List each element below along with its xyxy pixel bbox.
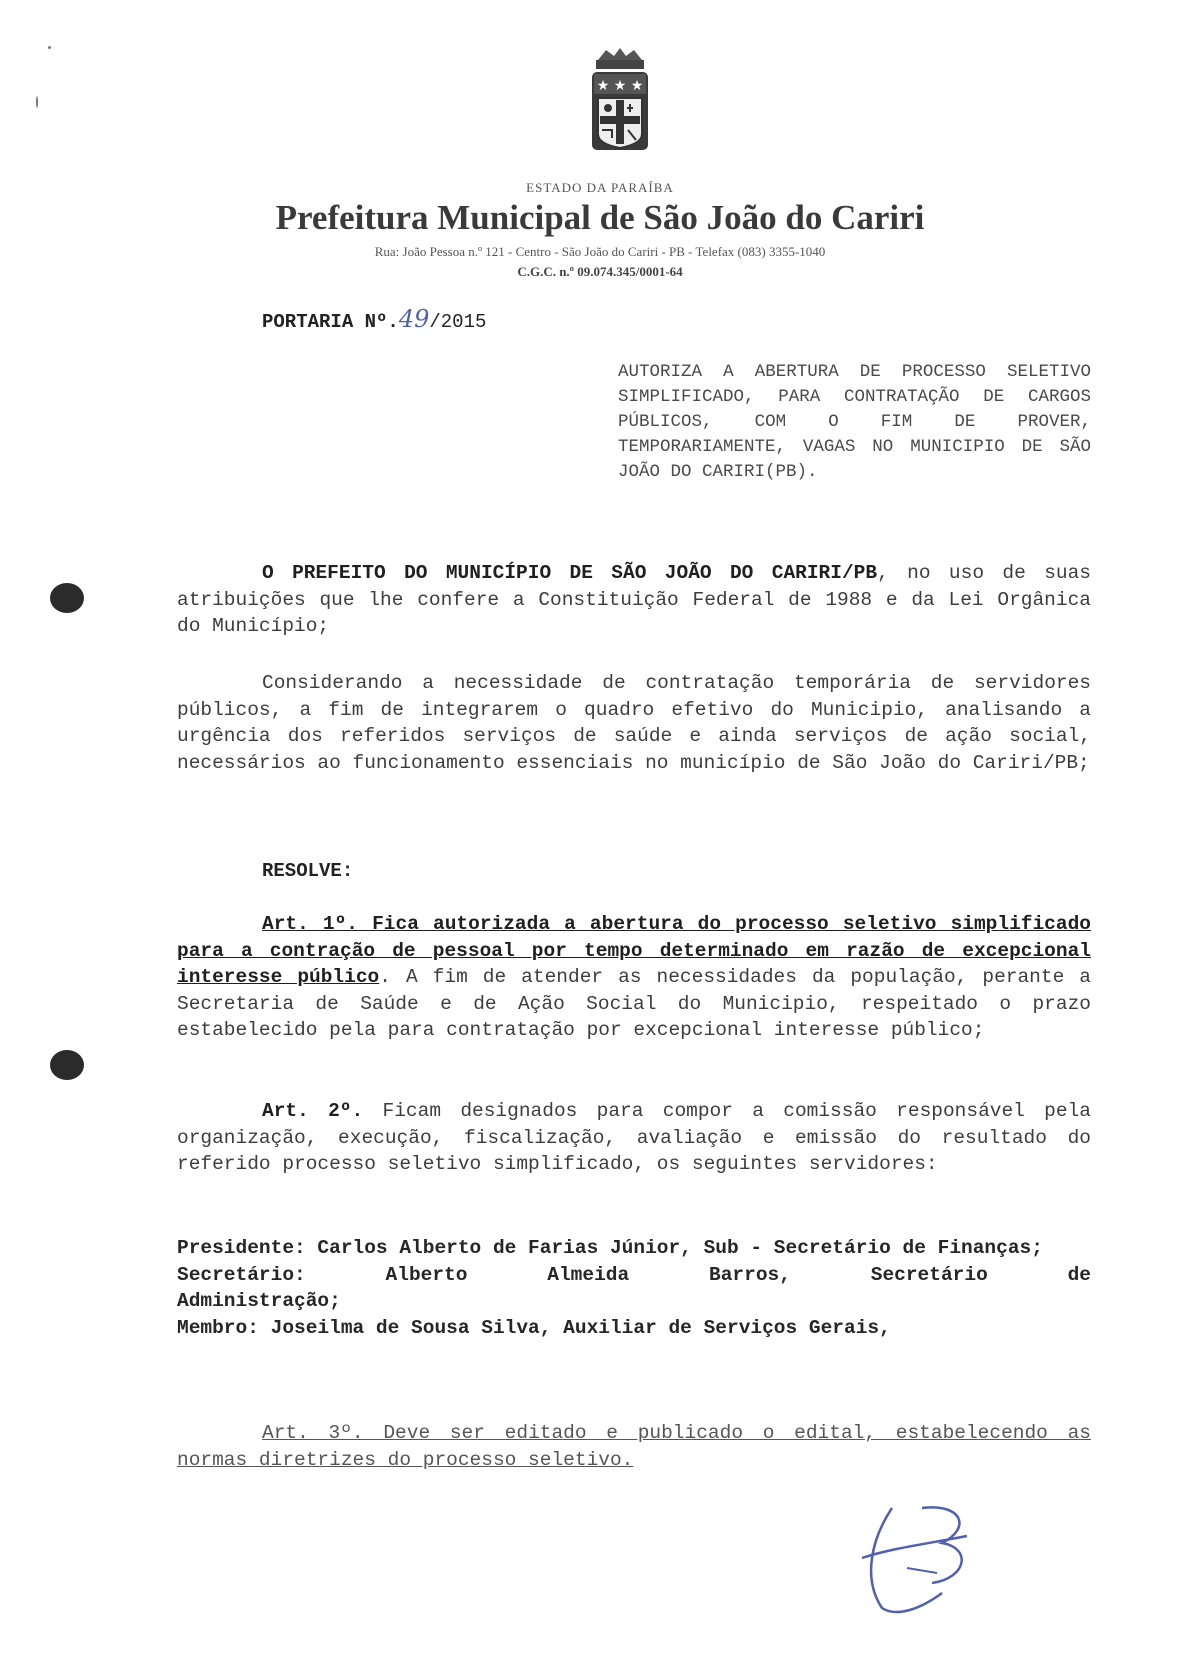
article-2 bbox=[177, 1098, 1091, 1178]
scan-speck bbox=[36, 96, 38, 108]
municipality-title: Prefeitura Municipal de São João do Cariri bbox=[275, 198, 925, 237]
portaria-year: /2015 bbox=[429, 311, 487, 333]
handwritten-signature bbox=[852, 1498, 982, 1618]
secretario-title-1: Secretário bbox=[870, 1263, 988, 1286]
member-membro: Membro: Joseilma de Sousa Silva, Auxiliar de Serviços Gerais, bbox=[177, 1316, 891, 1339]
portaria-label: PORTARIA Nº. bbox=[262, 311, 399, 333]
state-name: ESTADO DA PARAÍBA bbox=[526, 180, 674, 195]
member-presidente: Presidente: Carlos Alberto de Farias Júnior, Sub - Secretário de Finanças; bbox=[177, 1237, 1043, 1259]
intro-text: , no uso de suas atribuições que lhe confere a Constituição Federal de 1988 e da Lei Orgânica do Município; bbox=[177, 562, 1091, 637]
secretario-title-2: de bbox=[1067, 1263, 1091, 1286]
portaria-number bbox=[262, 305, 486, 333]
article-3: Art. 3º. Deve ser editado e publicado o edital, estabelecendo as normas diretrizes do processo seletivo. bbox=[177, 1422, 1091, 1471]
member-secretario bbox=[177, 1262, 1091, 1289]
municipality-address: Rua: João Pessoa n.º 121 - Centro - São João do Cariri - PB - Telefax (083) 3355-1040 bbox=[374, 244, 826, 259]
intro-lead: O PREFEITO DO MUNICÍPIO DE SÃO JOÃO DO CARIRI/PB bbox=[262, 562, 878, 584]
municipality-cgc: C.G.C. n.º 09.074.345/0001-64 bbox=[517, 264, 683, 279]
svg-text:★ ★ ★: ★ ★ ★ bbox=[596, 78, 644, 94]
secretario-title-continued: Administração; bbox=[177, 1290, 341, 1312]
scan-speck bbox=[48, 46, 51, 49]
article-2-lead: Art. 2º. bbox=[262, 1100, 364, 1122]
portaria-handwritten-number: 49 bbox=[398, 305, 430, 333]
article-2-text: Ficam designados para compor a comissão responsável pela organização, execução, fiscalização, avaliação e emissão do resultado do referido processo seletivo simplificado, os seguintes servidores: bbox=[177, 1100, 1091, 1175]
coat-of-arms-emblem bbox=[588, 46, 652, 156]
secretario-name-3: Barros, bbox=[709, 1263, 791, 1286]
ementa-summary: AUTORIZA A ABERTURA DE PROCESSO SELETIVO SIMPLIFICADO, PARA CONTRATAÇÃO DE CARGOS PÚBLICOS, COM O FIM DE PROVER, TEMPORARIAMENTE, VAGAS NO MUNICIPIO DE SÃO JOÃO DO CARIRI(PB). bbox=[618, 362, 1091, 482]
intro-paragraph bbox=[177, 560, 1091, 640]
secretario-name-1: Alberto bbox=[385, 1263, 468, 1286]
hole-punch-mark bbox=[50, 583, 84, 613]
hole-punch-mark bbox=[50, 1050, 84, 1080]
commission-members bbox=[177, 1235, 1091, 1341]
secretario-name-2: Almeida bbox=[547, 1263, 630, 1286]
article-1-text: . A fim de atender as necessidades da população, perante a Secretaria de Saúde e de Ação Social do Municipio, respeitado o prazo estabelecido pela para contratação por excepcional interesse público; bbox=[177, 966, 1092, 1041]
resolve-heading: RESOLVE: bbox=[262, 860, 354, 882]
considerando-paragraph: Considerando a necessidade de contratação temporária de servidores públicos, a fim de integrarem o quadro efetivo do Municipio, analisando a urgência dos referidos serviços de saúde e ainda serviços de ação social, necessários ao funcionamento essenciais no município de São João do Cariri/PB; bbox=[177, 672, 1091, 774]
secretario-role: Secretário: bbox=[177, 1263, 306, 1286]
article-1-underlined: Art. 1º. Fica autorizada a abertura do processo seletivo simplificado para a contração de pessoal por tempo determinado em razão de excepcional interesse público bbox=[177, 913, 1091, 988]
article-1 bbox=[177, 911, 1091, 1044]
